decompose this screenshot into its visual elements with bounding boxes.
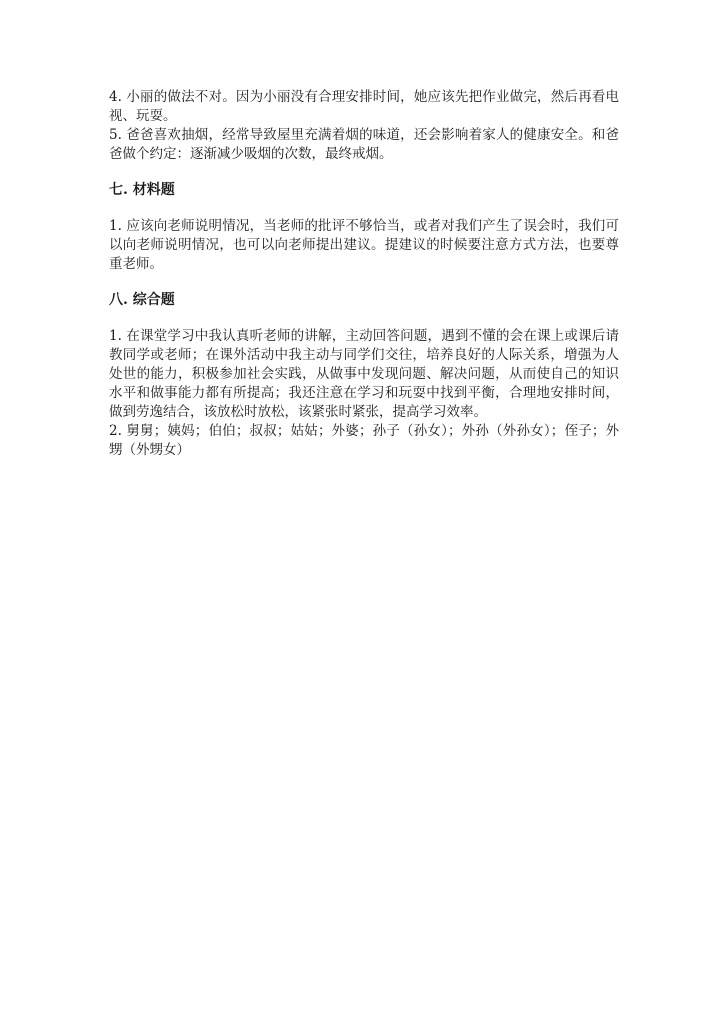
answer-item-5: 5. 爸爸喜欢抽烟，经常导致屋里充满着烟的味道，还会影响着家人的健康安全。和爸爸做个约定：逐渐减少吸烟的次数，最终戒烟。 xyxy=(109,127,619,162)
comprehensive-answer-1: 1. 在课堂学习中我认真听老师的讲解，主动回答问题，遇到不懂的会在课上或课后请教同学或老师；在课外活动中我主动与同学们交往，培养良好的人际关系，增强为人处世的能力，积极参加社会实践，从做事中发现问题、解决问题，从而使自己的知识水平和做事能力都有所提高；我还注意在学习和玩耍中找到平衡，合理地安排时间，做到劳逸结合，该放松时放松，该紧张时紧张，提高学习效率。 xyxy=(109,328,619,420)
answer-item-4: 4. 小丽的做法不对。因为小丽没有合理安排时间，她应该先把作业做完，然后再看电视、玩耍。 xyxy=(109,89,619,124)
comprehensive-answer-2: 2. 舅舅；姨妈；伯伯；叔叔；姑姑；外婆；孙子（孙女）；外孙（外孙女）；侄子；外甥（外甥女） xyxy=(109,423,619,458)
answer-content xyxy=(109,88,619,460)
material-answer-1: 1. 应该向老师说明情况，当老师的批评不够恰当，或者对我们产生了误会时，我们可以向老师说明情况，也可以向老师提出建议。提建议的时候要注意方式方法，也要尊重老师。 xyxy=(109,218,619,272)
section-title-comprehensive: 八. 综合题 xyxy=(109,292,175,308)
section-title-material: 七. 材料题 xyxy=(109,182,175,198)
